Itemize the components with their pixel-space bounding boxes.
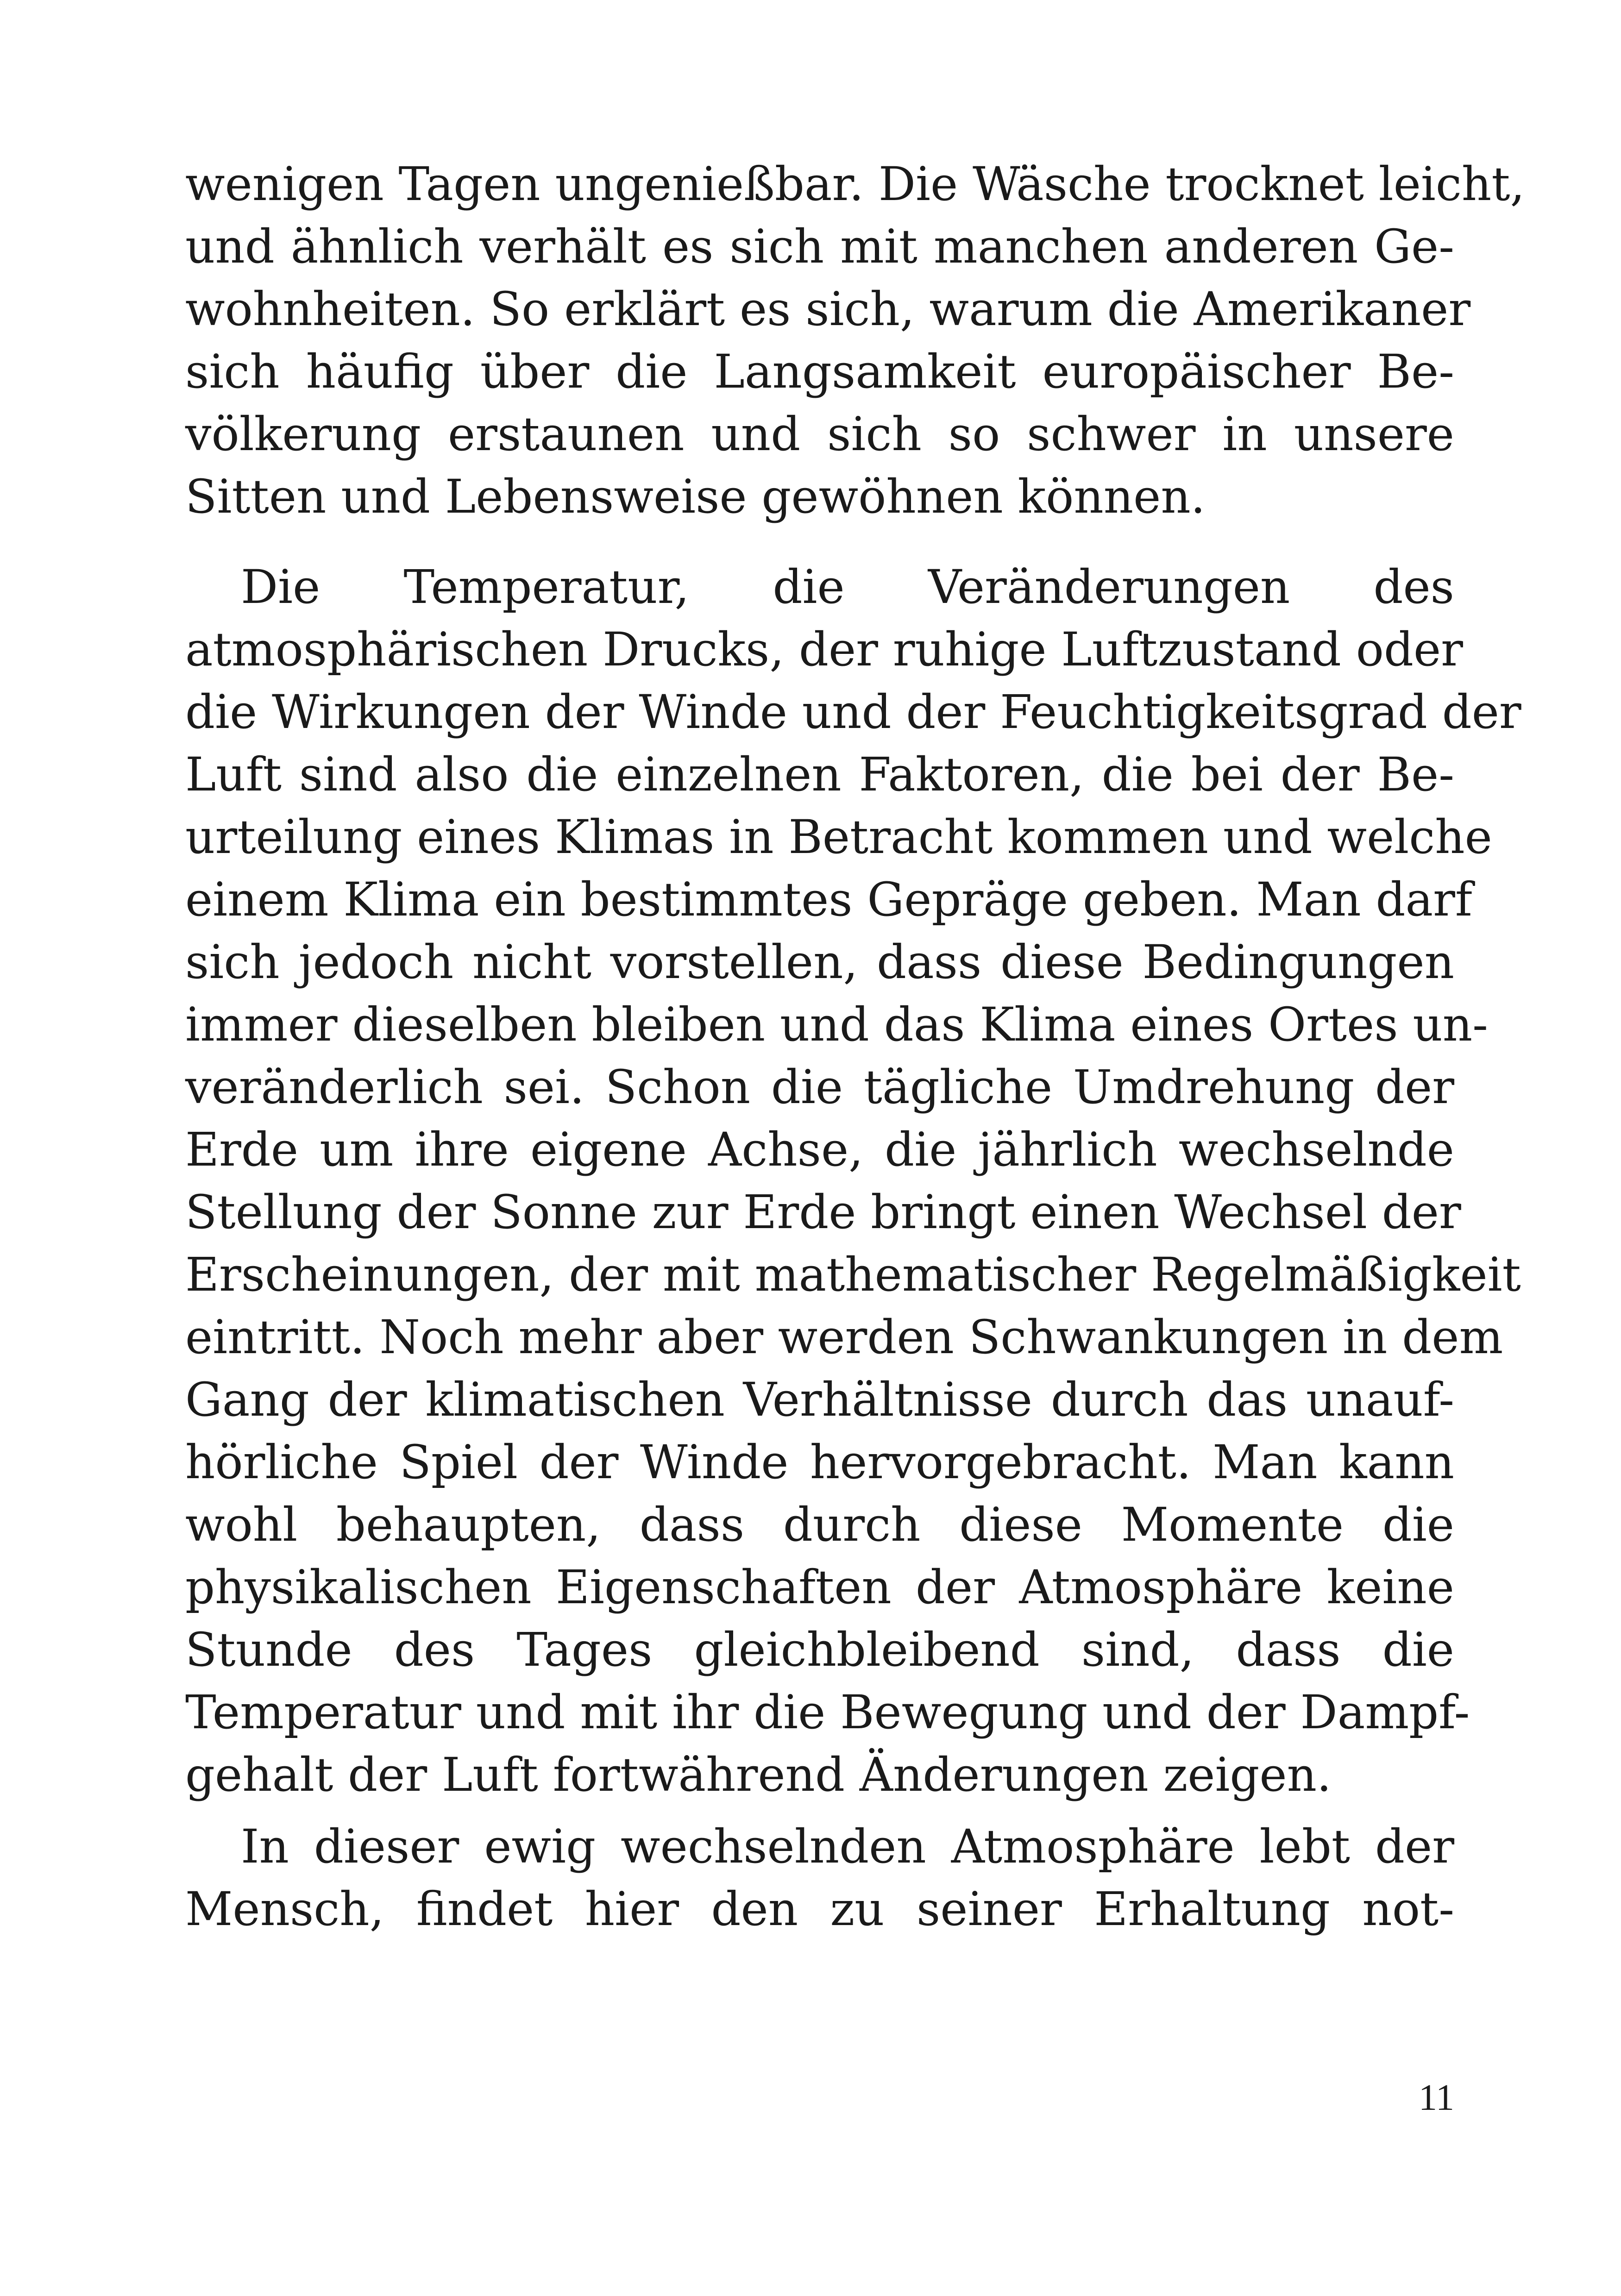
text-line: und ähnlich verhält es sich mit manchen anderen Ge- xyxy=(185,220,1454,274)
text-line: völkerung erstaunen und sich so schwer in unsere xyxy=(185,407,1454,461)
text-line: veränderlich sei. Schon die tägliche Umdrehung der xyxy=(185,1060,1454,1114)
text-line: physikalischen Eigenschaften der Atmosphäre keine xyxy=(185,1560,1454,1614)
text-line: Temperatur und mit ihr die Bewegung und der Dampf- xyxy=(185,1685,1470,1739)
paragraph-3 xyxy=(185,1815,1454,1940)
text-line: sich häufig über die Langsamkeit europäischer Be- xyxy=(185,345,1454,399)
text-line: sich jedoch nicht vorstellen, dass diese Bedingungen xyxy=(185,935,1454,989)
text-line: Stellung der Sonne zur Erde bringt einen Wechsel der xyxy=(185,1185,1461,1239)
text-line: Erde um ihre eigene Achse, die jährlich wechselnde xyxy=(185,1123,1454,1177)
text-line: Mensch, findet hier den zu seiner Erhaltung not- xyxy=(185,1882,1454,1936)
text-line: Die Temperatur, die Veränderungen des xyxy=(241,560,1454,614)
text-line: wohl behaupten, dass durch diese Momente die xyxy=(185,1498,1454,1552)
paragraph-1 xyxy=(185,153,1525,528)
text-line: In dieser ewig wechselnden Atmosphäre lebt der xyxy=(241,1819,1454,1874)
text-line: einem Klima ein bestimmtes Gepräge geben. Man darf xyxy=(185,872,1472,927)
text-line: die Wirkungen der Winde und der Feuchtigkeitsgrad der xyxy=(185,685,1521,739)
text-line: Luft sind also die einzelnen Faktoren, die bei der Be- xyxy=(185,747,1454,802)
text-line: hörliche Spiel der Winde hervorgebracht. Man kann xyxy=(185,1435,1454,1489)
text-line: immer dieselben bleiben und das Klima eines Ortes un- xyxy=(185,997,1488,1052)
text-line: Stunde des Tages gleichbleibend sind, dass die xyxy=(185,1623,1454,1677)
page-number: 11 xyxy=(1418,2077,1454,2118)
text-line: eintritt. Noch mehr aber werden Schwankungen in dem xyxy=(185,1310,1503,1364)
text-line: Gang der klimatischen Verhältnisse durch das unauf- xyxy=(185,1373,1454,1427)
text-line: atmosphärischen Drucks, der ruhige Luftzustand oder xyxy=(185,622,1463,677)
text-line: Sitten und Lebensweise gewöhnen können. xyxy=(185,470,1206,524)
text-line: wohnheiten. So erklärt es sich, warum die Amerikaner xyxy=(185,282,1471,336)
text-line: urteilung eines Klimas in Betracht kommen und welche xyxy=(185,810,1492,864)
text-line: Erscheinungen, der mit mathematischer Regelmäßigkeit xyxy=(185,1248,1521,1302)
text-line: wenigen Tagen ungenießbar. Die Wäsche trocknet leicht, xyxy=(185,157,1525,211)
paragraph-2 xyxy=(185,556,1521,1806)
text-line: gehalt der Luft fortwährend Änderungen zeigen. xyxy=(185,1748,1332,1802)
